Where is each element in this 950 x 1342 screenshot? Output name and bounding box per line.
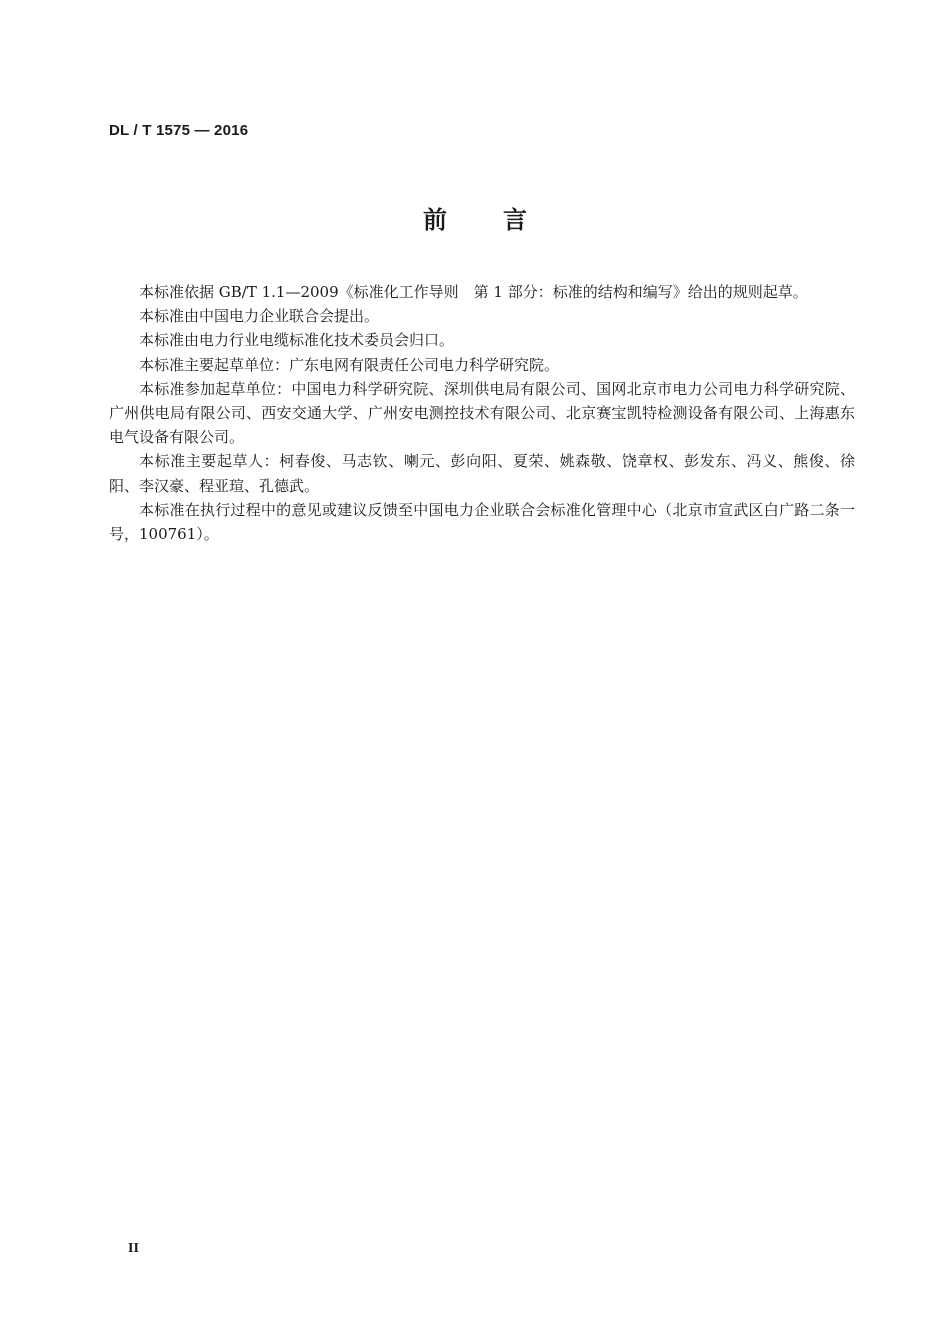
paragraph-main-drafter-unit: 本标准主要起草单位：广东电网有限责任公司电力科学研究院。 (139, 355, 560, 374)
paragraph-participating-units: 本标准参加起草单位：中国电力科学研究院、深圳供电局有限公司、国网北京市电力公司电力科学研究院、广州供电局有限公司、西安交通大学、广州安电测控技术有限公司、北京赛宝凯特检测设备有限公司、上海惠东电气设备有限公司。 (109, 379, 855, 447)
foreword-body (109, 280, 855, 546)
paragraph-committee: 本标准由电力行业电缆标准化技术委员会归口。 (139, 331, 455, 350)
page-number: II (128, 1241, 139, 1256)
page-title: 前言 (423, 206, 583, 234)
paragraph-drafting-rules: 本标准依据 GB/T 1.1—2009《标准化工作导则 第 1 部分：标准的结构和编写》给出的规则起草。 (139, 283, 808, 301)
paragraph-main-drafters: 本标准主要起草人：柯春俊、马志钦、喇元、彭向阳、夏荣、姚森敬、饶章权、彭发东、冯义、熊俊、徐阳、李汉豪、程亚瑄、孔德武。 (109, 452, 855, 495)
standard-code: DL / T 1575 — 2016 (109, 122, 249, 139)
paragraph-feedback: 本标准在执行过程中的意见或建议反馈至中国电力企业联合会标准化管理中心（北京市宣武区白广路二条一号，100761）。 (109, 500, 855, 544)
paragraph-proposer: 本标准由中国电力企业联合会提出。 (139, 307, 380, 326)
